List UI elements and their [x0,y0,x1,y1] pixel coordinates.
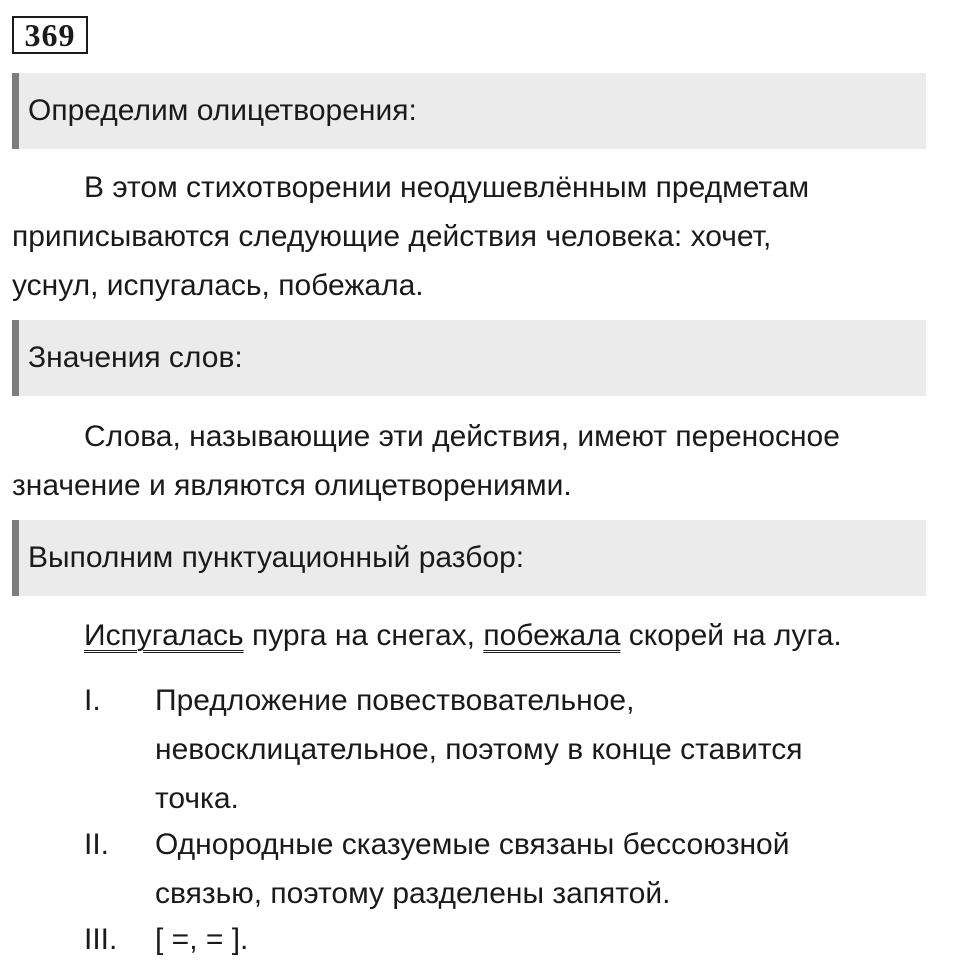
list-line: точка. [155,782,239,815]
word-meanings-paragraph [12,412,932,510]
list-marker: II. [84,828,110,861]
paragraph-line: Слова, называющие эти действия, имеют переносное [84,420,840,453]
section-header-punctuation-analysis: Выполним пунктуационный разбор: [12,520,926,596]
paragraph-line: уснул, испугалась, побежала. [12,269,424,302]
list-item-text [155,676,945,823]
list-line: невосклицательное, поэтому в конце ставится [155,733,803,766]
list-line: Однородные сказуемые связаны бессоюзной [155,828,790,861]
paragraph-line: В этом стихотворении неодушевлённым предметам [84,171,810,204]
paragraph-line: значение и являются олицетворениями. [12,469,572,502]
task-number: 369 [12,16,88,54]
list-marker: III. [84,923,118,956]
list-line: связью, поэтому разделены запятой. [155,877,671,910]
section-header-word-meanings: Значения слов: [12,320,926,396]
list-line: Предложение повествовательное, [155,684,635,717]
sentence-fragment: скорей на луга. [620,619,842,652]
section-header-personifications: Определим олицетворения: [12,73,926,149]
example-sentence [84,611,842,660]
sentence-fragment: пурга на снегах, [243,619,484,652]
predicate-underlined: побежала [483,619,621,652]
list-item-text [155,915,945,964]
paragraph-line: приписываются следующие действия человека: хочет, [12,220,772,253]
predicate-underlined: Испугалась [84,619,244,652]
list-line: [ =, = ]. [155,923,249,956]
list-marker: I. [84,684,101,717]
list-item-text [155,820,945,918]
personifications-paragraph [12,163,932,310]
